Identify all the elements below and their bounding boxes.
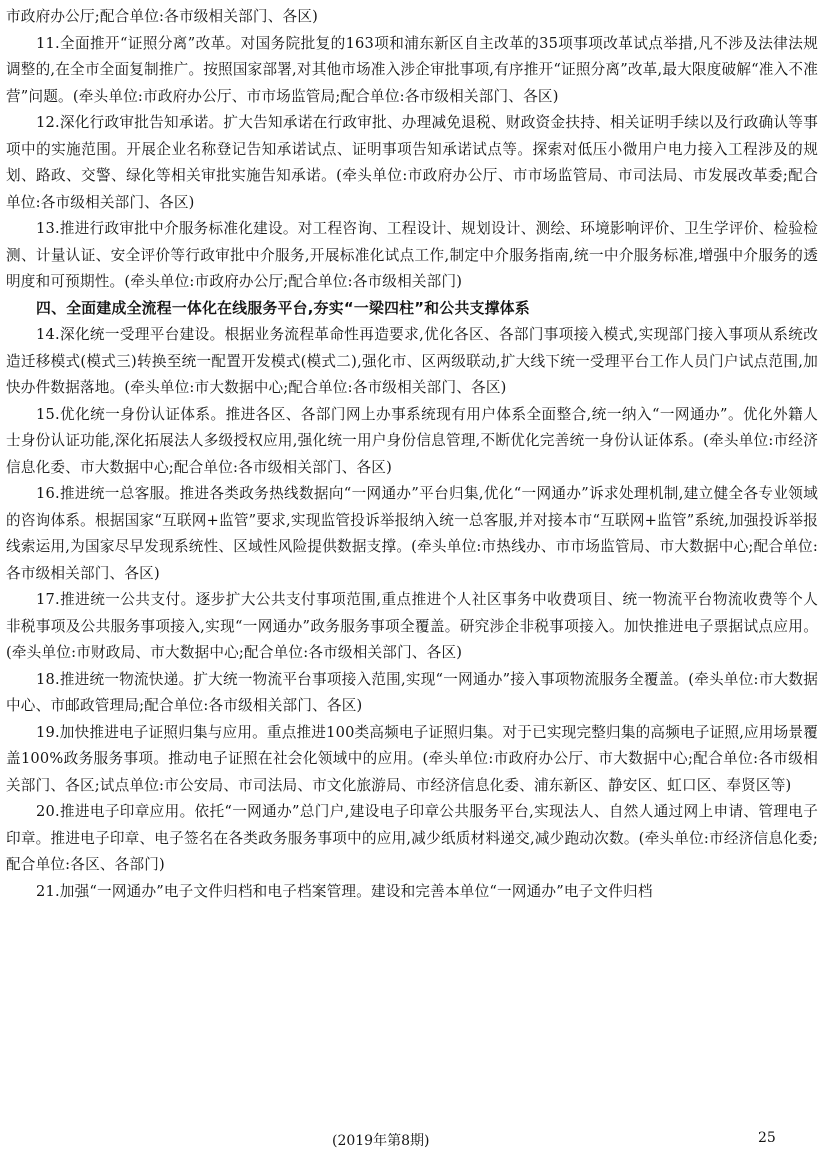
page-number: 25 xyxy=(758,1130,776,1146)
issue-label: (2019年第8期) xyxy=(332,1133,430,1149)
paragraph: 11.全面推开“证照分离”改革。对国务院批复的163项和浦东新区自主改革的35项事项改革试点举措,凡不涉及法律法规调整的,在全市全面复制推广。按照国家部署,对其他市场准入涉企审批事项,有序推开“证照分离”改革,最大限度破解“准入不准营”问题。(牵头单位:市政府办公厅、市市场监管局;配合单位:各市级相关部门、各区) xyxy=(6,34,818,105)
paragraph: 15.优化统一身份认证体系。推进各区、各部门网上办事系统现有用户体系全面整合,统一纳入“一网通办”。优化外籍人士身份认证功能,深化拓展法人多级授权应用,强化统一用户身份信息管理,不断优化完善统一身份认证体系。(牵头单位:市经济信息化委、市大数据中心;配合单位:各市级相关部门、各区) xyxy=(6,405,818,476)
paragraph: 21.加强“一网通办”电子文件归档和电子档案管理。建设和完善本单位“一网通办”电子文件归档 xyxy=(36,882,653,900)
section-heading: 四、全面建成全流程一体化在线服务平台,夯实“一梁四柱”和公共支撑体系 xyxy=(36,299,530,317)
paragraph: 16.推进统一总客服。推进各类政务热线数据向“一网通办”平台归集,优化“一网通办”诉求处理机制,建立健全各专业领域的咨询体系。根据国家“互联网+监管”要求,实现监管投诉举报纳入统一总客服,并对接本市“互联网+监管”系统,加强投诉举报线索运用,为国家尽早发现系统性、区域性风险提供数据支撑。(牵头单位:市热线办、市市场监管局、市大数据中心;配合单位:各市级相关部门、各区) xyxy=(6,485,818,582)
paragraph: 17.推进统一公共支付。逐步扩大公共支付事项范围,重点推进个人社区事务中收费项目、统一物流平台物流收费等个人非税事项及公共服务事项接入,实现“一网通办”政务服务事项全覆盖。研究涉企非税事项接入。加快推进电子票据试点应用。(牵头单位:市财政局、市大数据中心;配合单位:各市级相关部门、各区) xyxy=(6,591,818,661)
paragraph: 14.深化统一受理平台建设。根据业务流程革命性再造要求,优化各区、各部门事项接入模式,实现部门接入事项从系统改造迁移模式(模式三)转换至统一配置开发模式(模式二),强化市、区两级联动,扩大线下统一受理平台工作人员门户试点范围,加快办件数据落地。(牵头单位:市大数据中心;配合单位:各市级相关部门、各区) xyxy=(6,326,818,396)
paragraph: 12.深化行政审批告知承诺。扩大告知承诺在行政审批、办理减免退税、财政资金扶持、相关证明手续以及行政确认等事项中的实施范围。开展企业名称登记告知承诺试点、证明事项告知承诺试点等。探索对低压小微用户电力接入工程涉及的规划、路政、交警、绿化等相关审批实施告知承诺。(牵头单位:市政府办公厅、市市场监管局、市司法局、市发展改革委;配合单位:各市级相关部门、各区) xyxy=(6,114,818,211)
paragraph: 市政府办公厅;配合单位:各市级相关部门、各区) xyxy=(6,8,319,25)
paragraph: 13.推进行政审批中介服务标准化建设。对工程咨询、工程设计、规划设计、测绘、环境影响评价、卫生学评价、检验检测、计量认证、安全评价等行政审批中介服务,开展标准化试点工作,制定中介服务指南,统一中介服务标准,增强中介服务的透明度和可预期性。(牵头单位:市政府办公厅;配合单位:各市级相关部门) xyxy=(6,220,818,290)
paragraph: 18.推进统一物流快递。扩大统一物流平台事项接入范围,实现“一网通办”接入事项物流服务全覆盖。(牵头单位:市大数据中心、市邮政管理局;配合单位:各市级相关部门、各区) xyxy=(6,670,818,714)
paragraph: 20.推进电子印章应用。依托“一网通办”总门户,建设电子印章公共服务平台,实现法人、自然人通过网上申请、管理电子印章。推进电子印章、电子签名在各类政务服务事项中的应用,减少纸质材料递交,减少跑动次数。(牵头单位:市经济信息化委;配合单位:各区、各部门) xyxy=(6,803,818,873)
document-body xyxy=(6,4,818,905)
page-footer xyxy=(0,1130,827,1154)
paragraph: 19.加快推进电子证照归集与应用。重点推进100类高频电子证照归集。对于已实现完整归集的高频电子证照,应用场景覆盖100%政务服务事项。推动电子证照在社会化领域中的应用。(牵头单位:市政府办公厅、市大数据中心;配合单位:各市级相关部门、各区;试点单位:市公安局、市司法局、市文化旅游局、市经济信息化委、浦东新区、静安区、虹口区、奉贤区等) xyxy=(6,723,819,794)
